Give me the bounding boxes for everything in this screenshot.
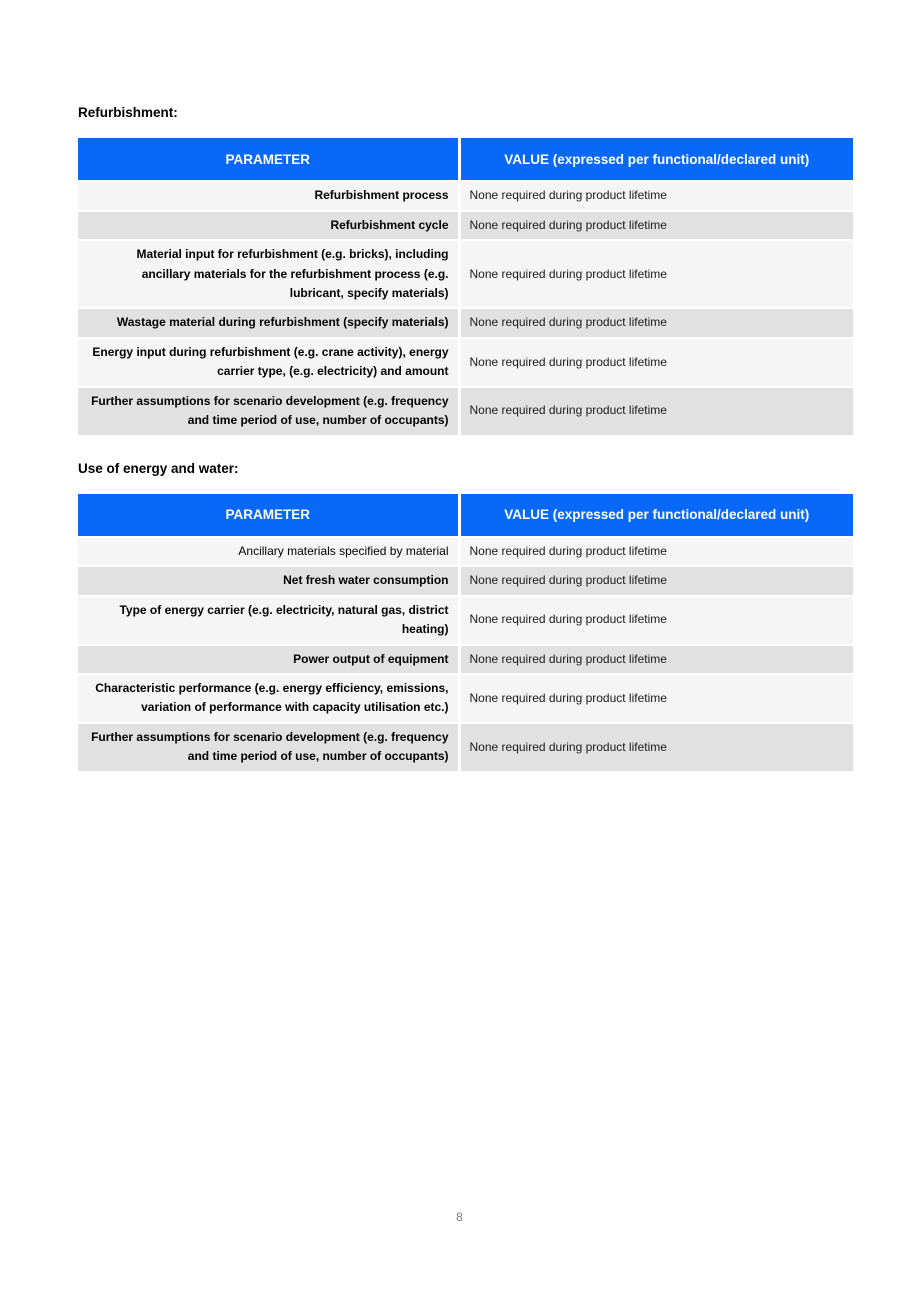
table-row (78, 674, 853, 723)
value-cell: None required during product lifetime (459, 645, 853, 674)
section-use-of-energy-and-water (78, 461, 853, 771)
table-row (78, 596, 853, 645)
table-row (78, 387, 853, 435)
table-row (78, 308, 853, 337)
parameter-cell: Refurbishment cycle (78, 211, 459, 240)
header-cell-parameter: PARAMETER (78, 494, 459, 537)
value-cell: None required during product lifetime (459, 566, 853, 595)
table-row (78, 645, 853, 674)
table-header-row (78, 494, 853, 537)
value-cell: None required during product lifetime (459, 181, 853, 210)
parameter-cell: Type of energy carrier (e.g. electricity, natural gas, district heating) (78, 596, 459, 645)
section-refurbishment (78, 105, 853, 435)
value-cell: None required during product lifetime (459, 211, 853, 240)
parameter-cell: Energy input during refurbishment (e.g. crane activity), energy carrier type, (e.g. electricity) and amount (78, 338, 459, 387)
parameter-cell: Wastage material during refurbishment (specify materials) (78, 308, 459, 337)
value-cell: None required during product lifetime (459, 537, 853, 566)
header-cell-value: VALUE (expressed per functional/declared unit) (459, 138, 853, 181)
table-row (78, 537, 853, 566)
value-cell: None required during product lifetime (459, 674, 853, 723)
parameter-cell: Refurbishment process (78, 181, 459, 210)
document-page (78, 0, 853, 797)
table-row (78, 240, 853, 308)
value-cell: None required during product lifetime (459, 596, 853, 645)
header-cell-value: VALUE (expressed per functional/declared unit) (459, 494, 853, 537)
use-of-energy-and-water-table (78, 494, 853, 771)
refurbishment-table (78, 138, 853, 434)
section-heading: Refurbishment: (78, 105, 178, 120)
value-cell: None required during product lifetime (459, 308, 853, 337)
table-row (78, 566, 853, 595)
table-row (78, 181, 853, 210)
parameter-cell: Power output of equipment (78, 645, 459, 674)
top-margin (78, 0, 853, 105)
table-header-row (78, 138, 853, 181)
value-cell: None required during product lifetime (459, 338, 853, 387)
table-row (78, 723, 853, 771)
parameter-cell: Further assumptions for scenario development (e.g. frequency and time period of use, number of occupants) (78, 723, 459, 771)
parameter-cell: Characteristic performance (e.g. energy efficiency, emissions, variation of performance with capacity utilisation etc.) (78, 674, 459, 723)
table-row (78, 338, 853, 387)
page-number: 8 (456, 1210, 463, 1224)
parameter-cell: Material input for refurbishment (e.g. bricks), including ancillary materials for the refurbishment process (e.g. lubricant, specify materials) (78, 240, 459, 308)
section-heading: Use of energy and water: (78, 460, 239, 476)
value-cell: None required during product lifetime (459, 723, 853, 771)
header-cell-parameter: PARAMETER (78, 138, 459, 181)
value-cell: None required during product lifetime (459, 387, 853, 435)
parameter-cell: Further assumptions for scenario development (e.g. frequency and time period of use, number of occupants) (78, 387, 459, 435)
value-cell: None required during product lifetime (459, 240, 853, 308)
table-row (78, 211, 853, 240)
parameter-cell: Ancillary materials specified by material (78, 537, 459, 566)
parameter-cell: Net fresh water consumption (78, 566, 459, 595)
